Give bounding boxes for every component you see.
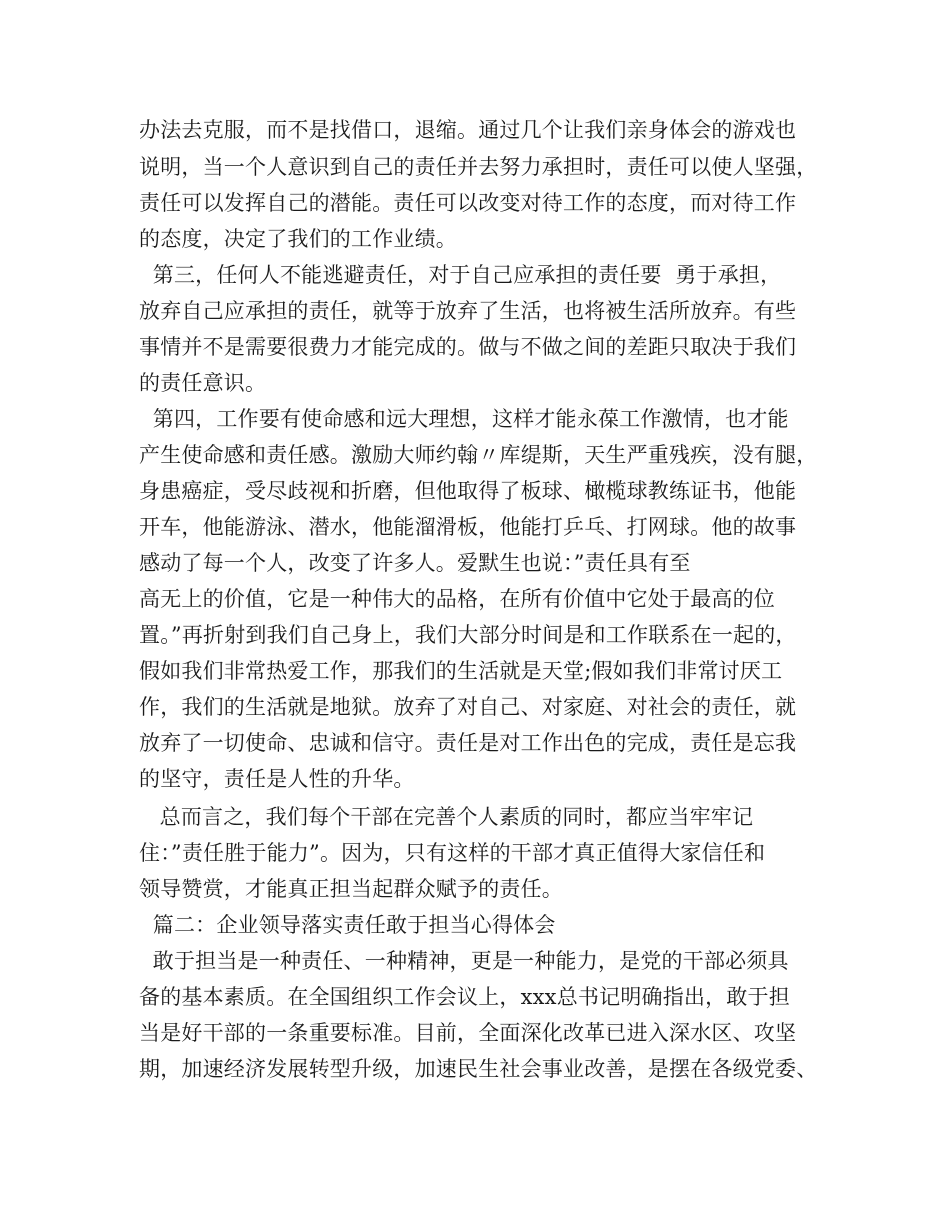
text-line: 备的基本素质。在全国组织工作会议上，xxx总书记明确指出，敢于担 xyxy=(139,985,790,1009)
text-line: 办法去克服，而不是找借口，退缩。通过几个让我们亲身体会的游戏也 xyxy=(139,118,797,142)
text-line: 置。”再折射到我们自己身上，我们大部分时间是和工作联系在一起的， xyxy=(139,623,797,647)
text-line: 产生使命感和责任感。激励大师约翰〃库缇斯，天生严重残疾，没有腿， xyxy=(139,443,818,467)
text-line: 敢于担当是一种责任、一种精神，更是一种能力，是党的干部必须具 xyxy=(139,949,789,973)
text-line: 当是好干部的一条重要标准。目前，全面深化改革已进入深水区、攻坚 xyxy=(139,1021,797,1045)
text-line: 住：”责任胜于能力”。因为，只有这样的干部才真正值得大家信任和 xyxy=(139,841,766,865)
text-line: 第三，任何人不能逃避责任，对于自己应承担的责任要 勇于承担， xyxy=(139,263,782,287)
text-line: 开车，他能游泳、潜水，他能溜滑板，他能打乒乓、打网球。他的故事 xyxy=(139,515,797,539)
text-line: 假如我们非常热爱工作，那我们的生活就是天堂;假如我们非常讨厌工 xyxy=(139,659,783,683)
text-line: 领导赞赏，才能真正担当起群众赋予的责任。 xyxy=(139,877,563,901)
text-line: 责任可以发挥自己的潜能。责任可以改变对待工作的态度，而对待工作 xyxy=(139,191,797,215)
text-line: 说明，当一个人意识到自己的责任并去努力承担时，责任可以使人坚强， xyxy=(139,155,818,179)
text-line: 期，加速经济发展转型升级，加速民生社会事业改善，是摆在各级党委、 xyxy=(139,1057,818,1081)
text-line: 的责任意识。 xyxy=(139,371,267,395)
text-line: 第四，工作要有使命感和远大理想，这样才能永葆工作激情，也才能 xyxy=(139,407,789,431)
text-line: 放弃了一切使命、忠诚和信守。责任是对工作出色的完成，责任是忘我 xyxy=(139,731,797,755)
text-line: 作，我们的生活就是地狱。放弃了对自己、对家庭、对社会的责任，就 xyxy=(139,695,797,719)
text-line: 感动了每一个人，改变了许多人。爱默生也说：”责任具有至 xyxy=(139,551,691,575)
text-line: 放弃自己应承担的责任，就等于放弃了生活，也将被生活所放弃。有些 xyxy=(139,299,797,323)
text-line: 事情并不是需要很费力才能完成的。做与不做之间的差距只取决于我们 xyxy=(139,335,797,359)
text-line: 的坚守，责任是人性的升华。 xyxy=(139,767,415,791)
text-line: 身患癌症，受尽歧视和折磨，但他取得了板球、橄榄球教练证书，他能 xyxy=(139,479,797,503)
text-line: 总而言之，我们每个干部在完善个人素质的同时，都应当牢牢记 xyxy=(139,805,754,829)
section-heading: 篇二：企业领导落实责任敢于担当心得体会 xyxy=(139,913,556,937)
text-line: 的态度，决定了我们的工作业绩。 xyxy=(139,227,457,251)
text-line: 高无上的价值，它是一种伟大的品格，在所有价值中它处于最高的位 xyxy=(139,587,775,611)
